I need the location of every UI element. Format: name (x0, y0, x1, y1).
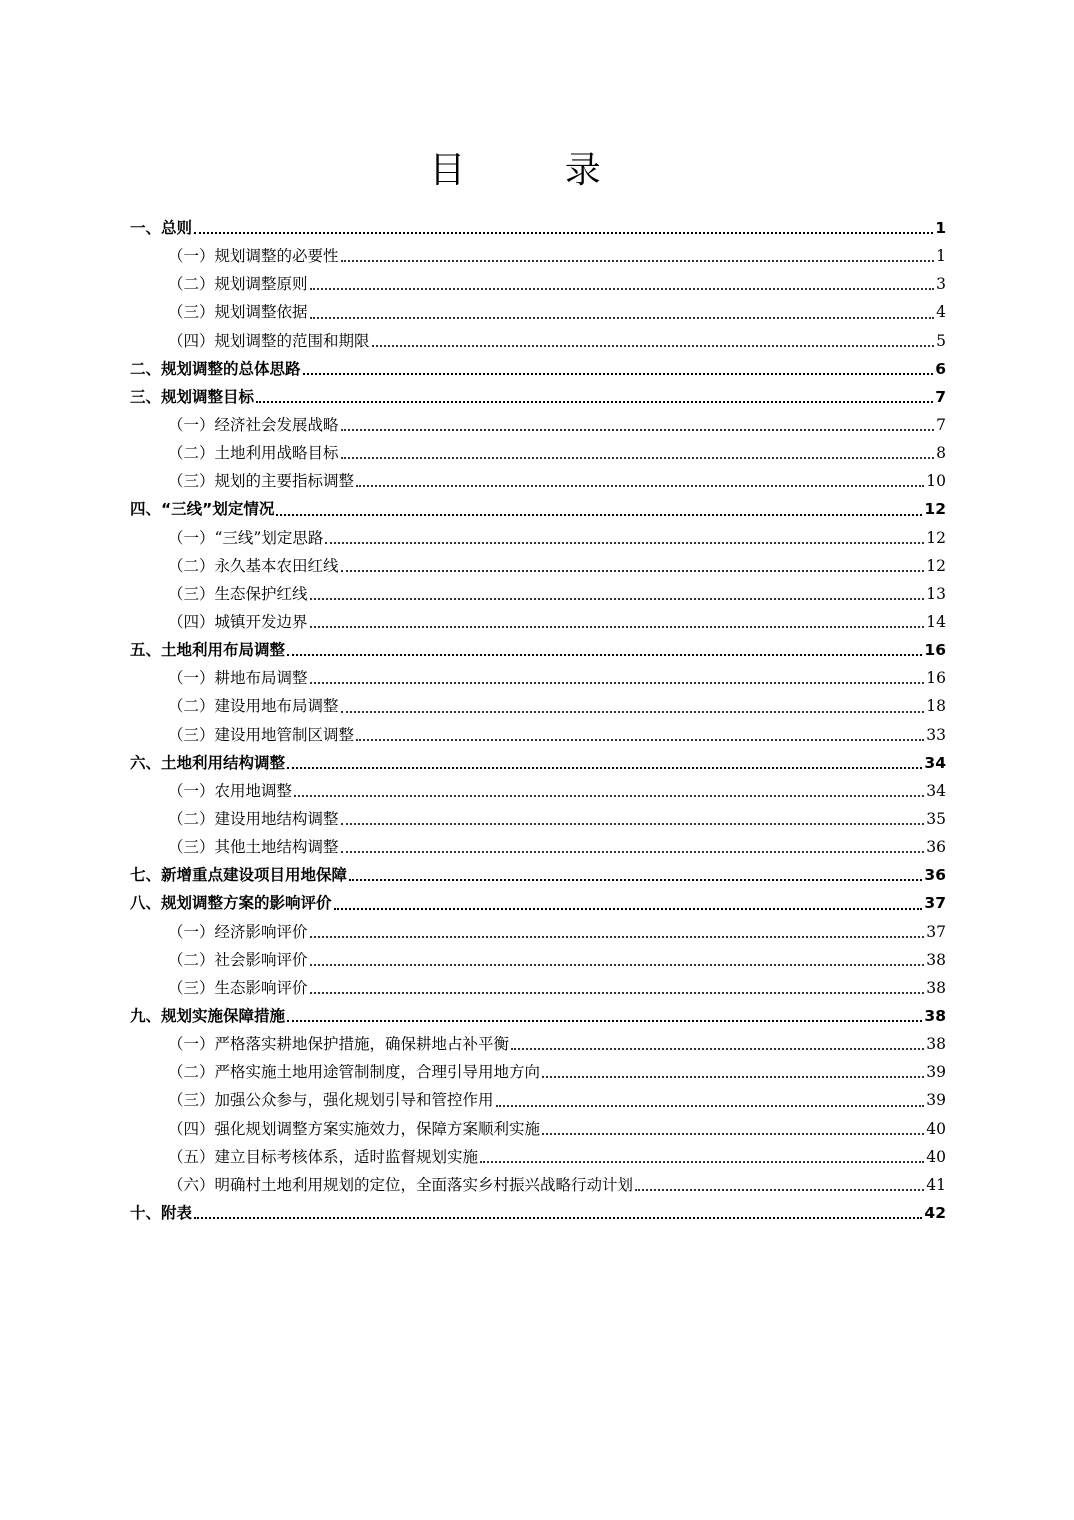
toc-dot-leader (334, 908, 923, 910)
toc-entry-label: （三）规划的主要指标调整 (168, 472, 355, 491)
toc-section-entry[interactable] (130, 1171, 946, 1199)
toc-chapter-entry[interactable] (130, 383, 946, 411)
toc-dot-leader (341, 260, 935, 262)
toc-page-number: 4 (936, 303, 946, 322)
toc-section-entry[interactable] (130, 580, 946, 608)
toc-page-number: 13 (926, 584, 946, 603)
toc-page-number: 1 (935, 219, 946, 237)
toc-section-entry[interactable] (130, 805, 946, 833)
toc-page-number: 12 (926, 528, 946, 547)
toc-dot-leader (511, 1048, 924, 1050)
toc-page-number: 40 (926, 1147, 946, 1166)
toc-chapter-entry[interactable] (130, 889, 946, 917)
table-of-contents (130, 214, 946, 1227)
toc-entry-label: （一）经济社会发展战略 (168, 415, 339, 434)
toc-chapter-entry[interactable] (130, 636, 946, 664)
toc-dot-leader (310, 992, 925, 994)
toc-section-entry[interactable] (130, 298, 946, 326)
toc-section-entry[interactable] (130, 242, 946, 270)
toc-entry-label: （一）“三线”划定思路 (168, 528, 324, 547)
toc-page-number: 10 (926, 472, 946, 491)
toc-entry-label: （三）生态保护红线 (168, 584, 308, 603)
toc-page-number: 7 (936, 415, 946, 434)
toc-dot-leader (287, 1020, 922, 1022)
toc-entry-label: 二、规划调整的总体思路 (130, 359, 301, 378)
toc-dot-leader (542, 1133, 924, 1135)
toc-section-entry[interactable] (130, 439, 946, 467)
toc-dot-leader (542, 1076, 924, 1078)
toc-page-number: 38 (926, 1035, 946, 1054)
toc-chapter-entry[interactable] (130, 214, 946, 242)
toc-dot-leader (287, 654, 922, 656)
toc-dot-leader (341, 457, 935, 459)
toc-dot-leader (349, 879, 922, 881)
toc-dot-leader (496, 1105, 925, 1107)
toc-entry-label: （四）强化规划调整方案实施效力，保障方案顺利实施 (168, 1119, 541, 1138)
toc-entry-label: （三）加强公众参与，强化规划引导和管控作用 (168, 1091, 494, 1110)
toc-page-number: 34 (926, 781, 946, 800)
toc-entry-label: 九、规划实施保障措施 (130, 1006, 286, 1025)
toc-dot-leader (325, 542, 924, 544)
toc-page-number: 42 (924, 1203, 946, 1222)
toc-section-entry[interactable] (130, 1058, 946, 1086)
toc-entry-label: （五）建立目标考核体系，适时监督规划实施 (168, 1147, 479, 1166)
toc-dot-leader (635, 1189, 924, 1191)
toc-page-number: 41 (926, 1175, 946, 1194)
toc-entry-label: （一）严格落实耕地保护措施，确保耕地占补平衡 (168, 1035, 510, 1054)
toc-section-entry[interactable] (130, 664, 946, 692)
toc-section-entry[interactable] (130, 946, 946, 974)
toc-page-number: 18 (926, 697, 946, 716)
toc-page-number: 12 (924, 500, 946, 519)
toc-section-entry[interactable] (130, 608, 946, 636)
toc-section-entry[interactable] (130, 1030, 946, 1058)
toc-page-number: 16 (924, 641, 946, 660)
toc-entry-label: （一）耕地布局调整 (168, 669, 308, 688)
toc-page-number: 5 (936, 331, 946, 350)
toc-entry-label: （三）建设用地管制区调整 (168, 725, 355, 744)
toc-dot-leader (310, 682, 925, 684)
toc-dot-leader (310, 626, 925, 628)
toc-section-entry[interactable] (130, 833, 946, 861)
toc-entry-label: 十、附表 (130, 1203, 193, 1222)
toc-chapter-entry[interactable] (130, 861, 946, 889)
toc-dot-leader (276, 514, 922, 516)
toc-dot-leader (194, 232, 933, 234)
toc-entry-label: （一）经济影响评价 (168, 922, 308, 941)
toc-page-number: 8 (936, 444, 946, 463)
toc-entry-label: （三）生态影响评价 (168, 978, 308, 997)
toc-entry-label: （二）社会影响评价 (168, 950, 308, 969)
toc-chapter-entry[interactable] (130, 1199, 946, 1227)
toc-section-entry[interactable] (130, 721, 946, 749)
toc-dot-leader (341, 429, 935, 431)
toc-dot-leader (303, 373, 934, 375)
toc-page-number: 37 (924, 894, 946, 913)
toc-page-number: 38 (924, 1006, 946, 1025)
toc-chapter-entry[interactable] (130, 749, 946, 777)
toc-page-number: 39 (926, 1091, 946, 1110)
toc-dot-leader (310, 964, 925, 966)
toc-entry-label: 八、规划调整方案的影响评价 (130, 894, 332, 913)
toc-dot-leader (294, 795, 924, 797)
toc-entry-label: （二）建设用地布局调整 (168, 697, 339, 716)
toc-dot-leader (256, 401, 933, 403)
toc-dot-leader (287, 767, 922, 769)
page-title: 目 录 (429, 150, 645, 191)
toc-dot-leader (310, 317, 935, 319)
toc-section-entry[interactable] (130, 918, 946, 946)
toc-section-entry[interactable] (130, 467, 946, 495)
toc-entry-label: 三、规划调整目标 (130, 387, 255, 406)
toc-entry-label: （一）农用地调整 (168, 781, 293, 800)
toc-dot-leader (341, 711, 925, 713)
toc-dot-leader (310, 598, 925, 600)
toc-dot-leader (341, 823, 925, 825)
toc-entry-label: （二）永久基本农田红线 (168, 556, 339, 575)
toc-entry-label: （二）土地利用战略目标 (168, 444, 339, 463)
toc-dot-leader (341, 851, 925, 853)
toc-page-number: 1 (936, 247, 946, 266)
toc-page-number: 35 (926, 809, 946, 828)
toc-entry-label: 五、土地利用布局调整 (130, 641, 286, 660)
toc-section-entry[interactable] (130, 1143, 946, 1171)
toc-dot-leader (356, 485, 924, 487)
toc-section-entry[interactable] (130, 692, 946, 720)
toc-chapter-entry[interactable] (130, 355, 946, 383)
toc-page-number: 3 (936, 275, 946, 294)
toc-page-number: 34 (924, 753, 946, 772)
toc-entry-label: （四）城镇开发边界 (168, 612, 308, 631)
toc-page-number: 39 (926, 1063, 946, 1082)
toc-page-number: 36 (924, 866, 946, 885)
toc-dot-leader (356, 739, 924, 741)
toc-section-entry[interactable] (130, 552, 946, 580)
toc-entry-label: （三）其他土地结构调整 (168, 838, 339, 857)
toc-page-number: 37 (926, 922, 946, 941)
toc-section-entry[interactable] (130, 1115, 946, 1143)
toc-entry-label: 七、新增重点建设项目用地保障 (130, 866, 348, 885)
toc-dot-leader (341, 570, 925, 572)
toc-page-number: 6 (935, 359, 946, 378)
toc-page-number: 12 (926, 556, 946, 575)
toc-page-number: 16 (926, 669, 946, 688)
toc-page-number: 36 (926, 838, 946, 857)
toc-section-entry[interactable] (130, 974, 946, 1002)
toc-chapter-entry[interactable] (130, 1002, 946, 1030)
toc-page-number: 40 (926, 1119, 946, 1138)
toc-dot-leader (194, 1217, 922, 1219)
toc-entry-label: （六）明确村土地利用规划的定位，全面落实乡村振兴战略行动计划 (168, 1175, 634, 1194)
toc-entry-label: 四、“三线”划定情况 (130, 500, 275, 519)
toc-page-number: 38 (926, 950, 946, 969)
toc-entry-label: （二）严格实施土地用途管制制度，合理引导用地方向 (168, 1063, 541, 1082)
toc-chapter-entry[interactable] (130, 495, 946, 523)
toc-dot-leader (310, 936, 925, 938)
toc-entry-label: （四）规划调整的范围和期限 (168, 331, 370, 350)
toc-entry-label: 六、土地利用结构调整 (130, 753, 286, 772)
toc-dot-leader (310, 288, 935, 290)
toc-section-entry[interactable] (130, 1086, 946, 1114)
toc-entry-label: （二）建设用地结构调整 (168, 809, 339, 828)
toc-section-entry[interactable] (130, 327, 946, 355)
toc-entry-label: （一）规划调整的必要性 (168, 247, 339, 266)
toc-entry-label: 一、总则 (130, 219, 193, 237)
toc-page-number: 33 (926, 725, 946, 744)
toc-section-entry[interactable] (130, 777, 946, 805)
toc-entry-label: （二）规划调整原则 (168, 275, 308, 294)
toc-page-number: 7 (935, 387, 946, 406)
toc-section-entry[interactable] (130, 411, 946, 439)
toc-dot-leader (480, 1161, 924, 1163)
toc-page-number: 38 (926, 978, 946, 997)
toc-section-entry[interactable] (130, 270, 946, 298)
toc-dot-leader (372, 345, 935, 347)
toc-page-number: 14 (926, 612, 946, 631)
toc-section-entry[interactable] (130, 524, 946, 552)
toc-entry-label: （三）规划调整依据 (168, 303, 308, 322)
